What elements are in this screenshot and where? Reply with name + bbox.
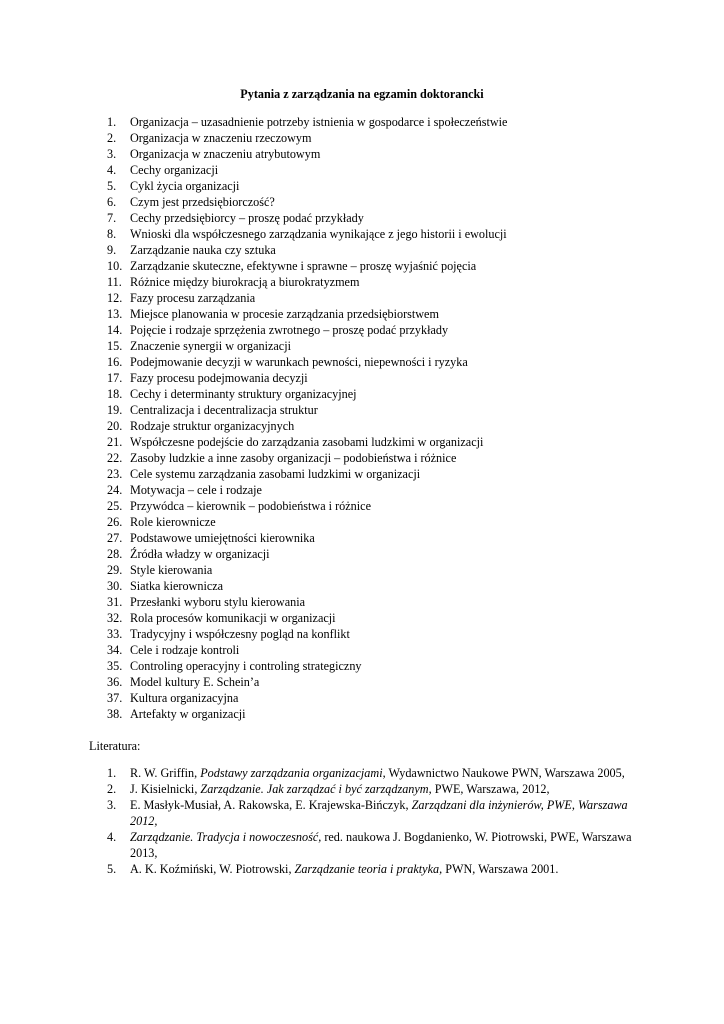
question-number: 20. [107, 419, 123, 433]
question-text: Style kierowania [130, 563, 213, 577]
reference-number: 4. [107, 830, 117, 844]
question-number: 16. [107, 355, 123, 369]
question-number: 2. [107, 131, 117, 145]
reference-item [0, 797, 724, 829]
document-title: Pytania z zarządzania na egzamin doktorancki [240, 87, 484, 101]
reference-item [0, 829, 724, 861]
question-text: Czym jest przedsiębiorczość? [130, 195, 275, 209]
question-number: 37. [107, 691, 123, 705]
question-item [0, 626, 724, 642]
question-text: Zasoby ludzkie a inne zasoby organizacji – podobieństwa i różnice [130, 451, 457, 465]
reference-text [130, 829, 650, 861]
reference-author: E. Masłyk-Musiał, A. Rakowska, E. Krajewska-Bińczyk, [130, 798, 412, 812]
question-text: Centralizacja i decentralizacja struktur [130, 403, 318, 417]
question-text: Zarządzanie nauka czy sztuka [130, 243, 276, 257]
question-item [0, 658, 724, 674]
reference-author: J. Kisielnicki, [130, 782, 201, 796]
reference-item [0, 765, 724, 781]
question-text: Współczesne podejście do zarządzania zasobami ludzkimi w organizacji [130, 435, 484, 449]
question-item [0, 466, 724, 482]
question-text: Organizacja w znaczeniu atrybutowym [130, 147, 321, 161]
question-number: 22. [107, 451, 123, 465]
question-number: 23. [107, 467, 123, 481]
question-number: 30. [107, 579, 123, 593]
question-text: Siatka kierownicza [130, 579, 224, 593]
question-number: 10. [107, 259, 123, 273]
question-number: 28. [107, 547, 123, 561]
question-item [0, 306, 724, 322]
question-text: Wnioski dla współczesnego zarządzania wynikające z jego historii i ewolucji [130, 227, 507, 241]
reference-title: Zarządzanie. Tradycja i nowoczesność, [130, 830, 322, 844]
question-item [0, 434, 724, 450]
question-text: Źródła władzy w organizacji [130, 547, 270, 561]
reference-title: Zarządzani dla inżynierów, PWE, Warszawa 2012, [130, 798, 628, 828]
reference-text [130, 797, 650, 829]
question-item [0, 546, 724, 562]
reference-list [0, 765, 724, 877]
question-item [0, 338, 724, 354]
question-item [0, 146, 724, 162]
question-text: Role kierownicze [130, 515, 216, 529]
reference-publisher: PWN, Warszawa 2001. [442, 862, 559, 876]
question-item [0, 130, 724, 146]
reference-number: 5. [107, 862, 117, 876]
question-number: 9. [107, 243, 117, 257]
question-list [0, 114, 724, 722]
question-item [0, 450, 724, 466]
reference-number: 2. [107, 782, 117, 796]
question-item [0, 194, 724, 210]
question-item [0, 674, 724, 690]
question-text: Cele i rodzaje kontroli [130, 643, 240, 657]
question-text: Kultura organizacyjna [130, 691, 239, 705]
question-number: 6. [107, 195, 117, 209]
question-number: 12. [107, 291, 123, 305]
question-number: 35. [107, 659, 123, 673]
reference-title: Podstawy zarządzania organizacjami, [200, 766, 386, 780]
question-item [0, 226, 724, 242]
question-item [0, 514, 724, 530]
reference-item [0, 861, 724, 877]
question-number: 5. [107, 179, 117, 193]
reference-text [130, 861, 650, 877]
question-item [0, 114, 724, 130]
question-number: 32. [107, 611, 123, 625]
question-text: Przesłanki wyboru stylu kierowania [130, 595, 305, 609]
question-number: 36. [107, 675, 123, 689]
question-item [0, 562, 724, 578]
question-number: 13. [107, 307, 123, 321]
question-text: Miejsce planowania w procesie zarządzania przedsiębiorstwem [130, 307, 439, 321]
question-number: 29. [107, 563, 123, 577]
question-item [0, 690, 724, 706]
reference-item [0, 781, 724, 797]
question-text: Cechy przedsiębiorcy – proszę podać przykłady [130, 211, 364, 225]
reference-publisher: Wydawnictwo Naukowe PWN, Warszawa 2005, [385, 766, 625, 780]
question-number: 26. [107, 515, 123, 529]
reference-title: Zarządzanie. Jak zarządzać i być zarządzanym, [200, 782, 432, 796]
question-item [0, 482, 724, 498]
question-number: 27. [107, 531, 123, 545]
question-number: 7. [107, 211, 117, 225]
question-item [0, 642, 724, 658]
question-text: Cechy i determinanty struktury organizacyjnej [130, 387, 357, 401]
reference-text [130, 765, 650, 781]
question-text: Zarządzanie skuteczne, efektywne i sprawne – proszę wyjaśnić pojęcia [130, 259, 477, 273]
reference-number: 3. [107, 798, 117, 812]
question-number: 34. [107, 643, 123, 657]
question-item [0, 418, 724, 434]
question-item [0, 274, 724, 290]
question-text: Organizacja w znaczeniu rzeczowym [130, 131, 312, 145]
question-number: 21. [107, 435, 123, 449]
question-number: 25. [107, 499, 123, 513]
question-number: 1. [107, 115, 117, 129]
question-text: Rodzaje struktur organizacyjnych [130, 419, 295, 433]
question-text: Pojęcie i rodzaje sprzężenia zwrotnego – proszę podać przykłady [130, 323, 449, 337]
question-item [0, 322, 724, 338]
question-text: Rola procesów komunikacji w organizacji [130, 611, 336, 625]
question-item [0, 370, 724, 386]
question-item [0, 706, 724, 722]
question-number: 4. [107, 163, 117, 177]
question-item [0, 258, 724, 274]
question-text: Podstawowe umiejętności kierownika [130, 531, 315, 545]
question-text: Cele systemu zarządzania zasobami ludzkimi w organizacji [130, 467, 421, 481]
question-text: Różnice między biurokracją a biurokratyzmem [130, 275, 360, 289]
question-number: 38. [107, 707, 123, 721]
question-item [0, 242, 724, 258]
literature-heading: Literatura: [89, 739, 141, 753]
question-item [0, 594, 724, 610]
question-text: Tradycyjny i współczesny pogląd na konflikt [130, 627, 350, 641]
question-text: Podejmowanie decyzji w warunkach pewności, niepewności i ryzyka [130, 355, 468, 369]
question-text: Motywacja – cele i rodzaje [130, 483, 262, 497]
question-text: Model kultury E. Schein’a [130, 675, 260, 689]
question-item [0, 162, 724, 178]
reference-number: 1. [107, 766, 117, 780]
question-item [0, 386, 724, 402]
question-number: 17. [107, 371, 123, 385]
reference-publisher: red. naukowa J. Bogdanienko, W. Piotrowski, PWE, Warszawa 2013, [130, 830, 632, 860]
question-item [0, 530, 724, 546]
question-text: Artefakty w organizacji [130, 707, 246, 721]
reference-title: Zarządzanie teoria i praktyka, [294, 862, 443, 876]
question-text: Fazy procesu podejmowania decyzji [130, 371, 308, 385]
question-item [0, 210, 724, 226]
question-text: Znaczenie synergii w organizacji [130, 339, 291, 353]
question-item [0, 578, 724, 594]
question-number: 18. [107, 387, 123, 401]
question-number: 31. [107, 595, 123, 609]
question-number: 24. [107, 483, 123, 497]
reference-text [130, 781, 650, 797]
question-text: Cykl życia organizacji [130, 179, 240, 193]
question-number: 11. [107, 275, 122, 289]
question-item [0, 402, 724, 418]
reference-author: R. W. Griffin, [130, 766, 201, 780]
question-text: Przywódca – kierownik – podobieństwa i różnice [130, 499, 371, 513]
question-text: Fazy procesu zarządzania [130, 291, 256, 305]
question-text: Cechy organizacji [130, 163, 219, 177]
question-item [0, 178, 724, 194]
reference-publisher: PWE, Warszawa, 2012, [431, 782, 550, 796]
question-number: 14. [107, 323, 123, 337]
question-number: 8. [107, 227, 117, 241]
question-text: Organizacja – uzasadnienie potrzeby istnienia w gospodarce i społeczeństwie [130, 115, 508, 129]
reference-author: A. K. Koźmiński, W. Piotrowski, [130, 862, 295, 876]
question-number: 33. [107, 627, 123, 641]
question-number: 19. [107, 403, 123, 417]
question-item [0, 610, 724, 626]
question-text: Controling operacyjny i controling strategiczny [130, 659, 362, 673]
question-item [0, 290, 724, 306]
question-item [0, 354, 724, 370]
question-item [0, 498, 724, 514]
question-number: 3. [107, 147, 117, 161]
question-number: 15. [107, 339, 123, 353]
